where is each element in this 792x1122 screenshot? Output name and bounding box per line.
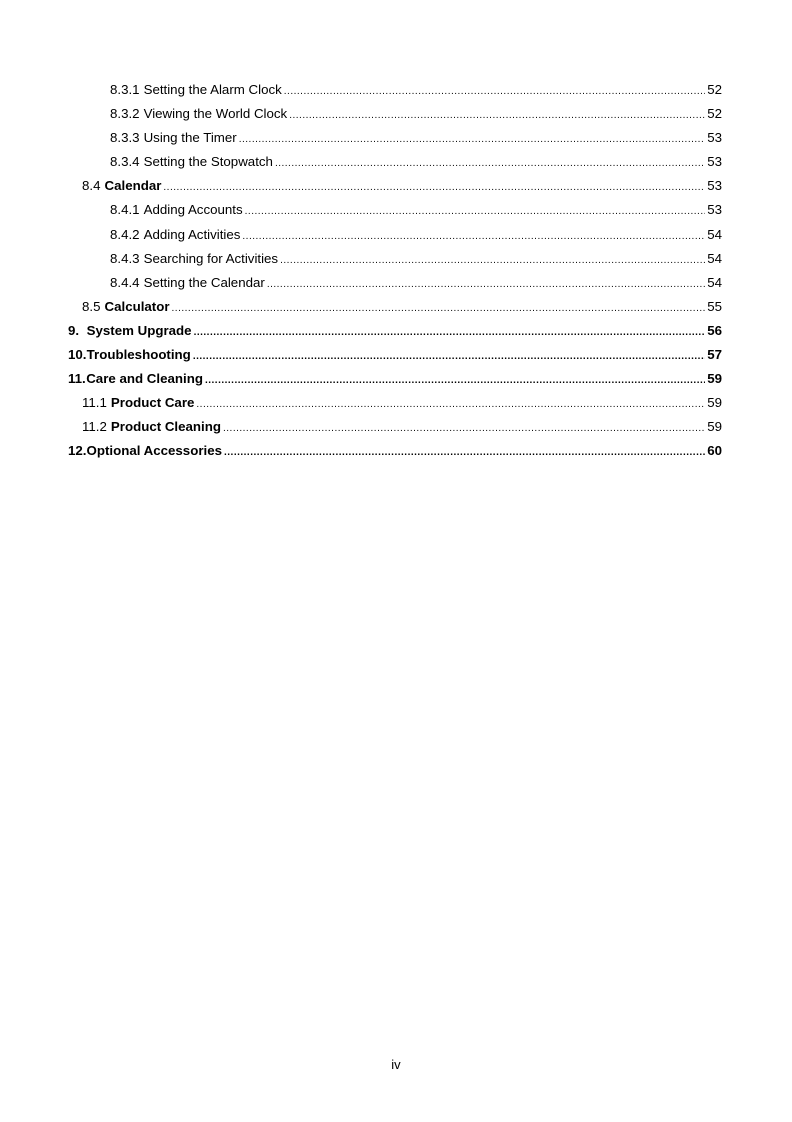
toc-entry-page: 52 [707, 106, 722, 122]
toc-entry-page: 60 [707, 443, 722, 459]
toc-entry-12[interactable] [0, 439, 792, 463]
toc-entry-number: 10. [68, 347, 87, 363]
toc-entry-11-1[interactable] [0, 391, 792, 415]
toc-entry-page: 59 [707, 371, 722, 387]
toc-entry-number: 8.4.2 [110, 226, 140, 242]
toc-entry-title: Troubleshooting [86, 347, 191, 363]
toc-dot-leader [163, 176, 705, 200]
toc-entry-page: 53 [707, 154, 722, 170]
toc-entry-8-4-3[interactable] [0, 247, 792, 271]
toc-entry-title: Optional Accessories [86, 443, 222, 459]
toc-entry-number: 11.2 [82, 419, 107, 435]
toc-entry-page: 53 [707, 130, 722, 146]
toc-entry-page: 53 [707, 178, 722, 194]
toc-entry-8-4-1[interactable] [0, 198, 792, 222]
toc-entry-number: 8.3.2 [110, 106, 140, 122]
toc-dot-leader [284, 80, 705, 104]
toc-entry-title: Searching for Activities [143, 250, 279, 266]
toc-entry-page: 54 [707, 226, 722, 242]
toc-dot-leader [172, 297, 706, 321]
toc-entry-8-5[interactable] [0, 295, 792, 319]
toc-entry-11[interactable] [0, 367, 792, 391]
toc-entry-number: 8.4.1 [110, 202, 140, 218]
toc-dot-leader [289, 104, 705, 128]
toc-dot-leader [223, 417, 705, 441]
toc-entry-page: 59 [707, 395, 722, 411]
toc-entry-title: System Upgrade [86, 322, 192, 338]
toc-entry-9[interactable] [0, 319, 792, 343]
toc-entry-page: 55 [707, 298, 722, 314]
toc-dot-leader [245, 200, 706, 224]
toc-entry-number: 8.4 [82, 178, 101, 194]
toc-entry-title: Setting the Stopwatch [143, 154, 273, 170]
toc-dot-leader [275, 152, 705, 176]
toc-entry-number: 11.1 [82, 395, 107, 411]
toc-dot-leader [205, 369, 705, 393]
toc-entry-10[interactable] [0, 343, 792, 367]
toc-entry-title: Viewing the World Clock [143, 106, 288, 122]
toc-entry-page: 53 [707, 202, 722, 218]
toc-entry-title: Product Cleaning [110, 419, 221, 435]
toc-entry-title: Adding Accounts [143, 202, 243, 218]
toc-entry-number: 8.3.3 [110, 130, 140, 146]
toc-dot-leader [267, 273, 705, 297]
page-number: iv [391, 1057, 401, 1072]
toc-entry-11-2[interactable] [0, 415, 792, 439]
toc-entry-8-4[interactable] [0, 174, 792, 198]
toc-entry-title: Setting the Calendar [143, 274, 265, 290]
toc-entry-number: 8.3.1 [110, 82, 140, 97]
table-of-contents [0, 78, 792, 464]
toc-entry-title: Product Care [110, 395, 195, 411]
toc-entry-number: 9. [68, 322, 80, 338]
toc-entry-title: Adding Activities [143, 226, 241, 242]
toc-dot-leader [224, 441, 705, 465]
toc-entry-8-3-4[interactable] [0, 150, 792, 174]
toc-entry-title: Calendar [104, 178, 162, 194]
toc-dot-leader [193, 345, 705, 369]
toc-entry-number: 8.4.4 [110, 274, 140, 290]
toc-entry-page: 52 [707, 82, 722, 97]
toc-entry-page: 54 [707, 250, 722, 266]
toc-entry-8-3-1[interactable] [0, 78, 792, 102]
toc-entry-number: 8.3.4 [110, 154, 140, 170]
toc-entry-page: 57 [707, 347, 722, 363]
toc-dot-leader [196, 393, 705, 417]
toc-dot-leader [239, 128, 706, 152]
toc-entry-8-3-2[interactable] [0, 102, 792, 126]
toc-entry-8-3-3[interactable] [0, 126, 792, 150]
toc-dot-leader [242, 225, 705, 249]
toc-dot-leader [280, 249, 705, 273]
toc-entry-number: 11. [68, 371, 86, 387]
toc-entry-title: Care and Cleaning [86, 371, 203, 387]
toc-entry-page: 54 [707, 274, 722, 290]
toc-entry-page: 59 [707, 419, 722, 435]
toc-dot-leader [194, 321, 706, 345]
toc-entry-8-4-2[interactable] [0, 223, 792, 247]
toc-entry-title: Setting the Alarm Clock [143, 82, 282, 97]
toc-entry-title: Calculator [104, 298, 170, 314]
toc-entry-page: 56 [707, 322, 722, 338]
toc-entry-title: Using the Timer [143, 130, 237, 146]
toc-entry-number: 8.4.3 [110, 250, 140, 266]
toc-entry-number: 8.5 [82, 298, 101, 314]
toc-entry-number: 12. [68, 443, 87, 459]
toc-entry-8-4-4[interactable] [0, 271, 792, 295]
